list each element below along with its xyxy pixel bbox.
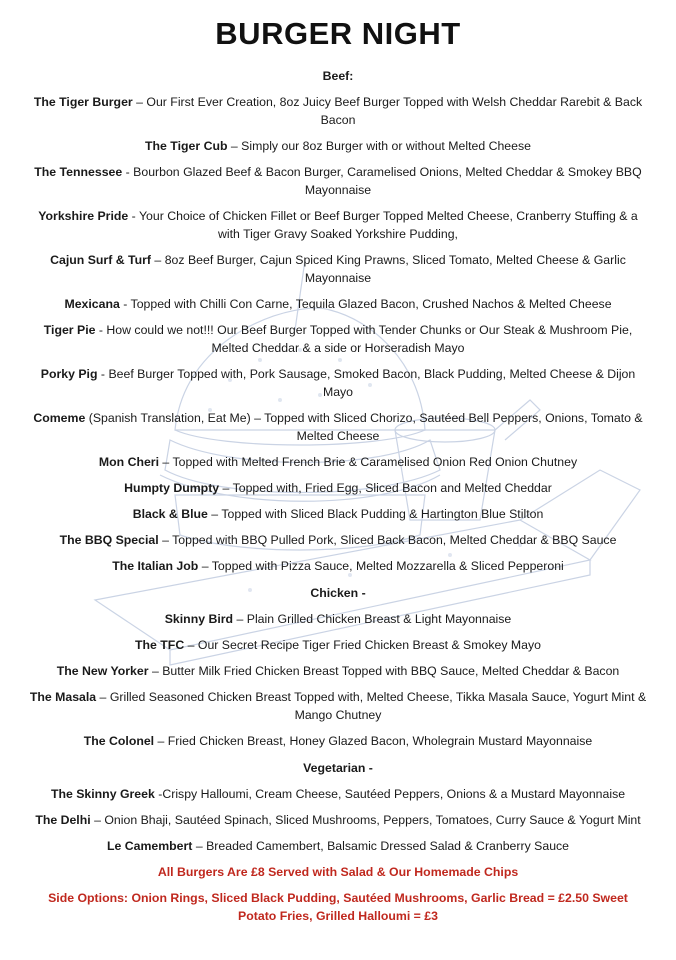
menu-item-separator: -: [95, 323, 107, 337]
menu-item: [20, 203, 656, 247]
section-heading: Beef:: [322, 69, 354, 83]
menu-item: [20, 658, 656, 684]
menu-item: [20, 475, 656, 501]
menu-item: [20, 684, 656, 728]
menu-item: [20, 553, 656, 579]
menu-title: BURGER NIGHT: [215, 16, 461, 51]
menu-item-name: Mexicana: [64, 297, 120, 311]
section-heading: Chicken -: [310, 586, 366, 600]
menu-item-separator: –: [184, 638, 198, 652]
menu-item: [20, 527, 656, 553]
menu-item-description: Bourbon Glazed Beef & Bacon Burger, Caramelised Onions, Melted Cheddar & Smokey BBQ Mayonnaise: [133, 165, 642, 197]
menu-item-separator: (Spanish Translation, Eat Me) –: [85, 411, 265, 425]
menu-item-separator: –: [132, 95, 147, 109]
menu-item-name: The Delhi: [35, 813, 91, 827]
menu-item-description: Onion Bhaji, Sautéed Spinach, Sliced Mushrooms, Peppers, Tomatoes, Curry Sauce & Yogurt Mint: [104, 813, 641, 827]
section-heading: Vegetarian -: [303, 761, 373, 775]
menu-item-name: The TFC: [135, 638, 185, 652]
menu-item-name: The Skinny Greek: [50, 787, 155, 801]
menu-item-description: Our Secret Recipe Tiger Fried Chicken Breast & Smokey Mayo: [197, 638, 541, 652]
menu-item-separator: –: [151, 253, 165, 267]
menu-item-separator: –: [192, 839, 207, 853]
menu-item-description: Topped with BBQ Pulled Pork, Sliced Back Bacon, Melted Cheddar & BBQ Sauce: [172, 533, 617, 547]
menu-item-separator: –: [159, 455, 173, 469]
menu-item-separator: –: [207, 507, 222, 521]
menu-item-name: The Tiger Burger: [33, 95, 133, 109]
menu-item-separator: –: [198, 559, 212, 573]
menu-item-description: How could we not!!! Our Beef Burger Topped with Tender Chunks or Our Steak & Mushroom Pie, Melted Cheddar & a side or Horseradish Mayo: [106, 323, 633, 355]
menu-item: [20, 781, 656, 807]
menu-item: [20, 632, 656, 658]
menu-item-name: Cajun Surf & Turf: [50, 253, 152, 267]
menu-item-description: Breaded Camembert, Balsamic Dressed Salad & Cranberry Sauce: [206, 839, 570, 853]
menu-item-name: Tiger Pie: [43, 323, 96, 337]
menu-item-name: The New Yorker: [56, 664, 149, 678]
menu-item-name: Humpty Dumpty: [124, 481, 220, 495]
menu-item-name: Skinny Bird: [164, 612, 234, 626]
menu-item: [20, 405, 656, 449]
menu-item-separator: –: [227, 139, 242, 153]
menu-item-separator: –: [154, 734, 168, 748]
menu-item-description: Fried Chicken Breast, Honey Glazed Bacon, Wholegrain Mustard Mayonnaise: [167, 734, 593, 748]
menu-item-description: Simply our 8oz Burger with or without Melted Cheese: [241, 139, 531, 153]
menu-item-separator: -: [119, 297, 131, 311]
menu-item-name: Le Camembert: [106, 839, 193, 853]
menu-item: [20, 728, 656, 754]
menu-item-description: Topped with Chilli Con Carne, Tequila Glazed Bacon, Crushed Nachos & Melted Cheese: [130, 297, 612, 311]
menu-item-separator: -: [97, 367, 109, 381]
menu-item-separator: –: [96, 690, 110, 704]
menu-item: [20, 133, 656, 159]
menu-item: [20, 89, 656, 133]
menu-item-separator: –: [148, 664, 163, 678]
menu-item-description: 8oz Beef Burger, Cajun Spiced King Prawns, Sliced Tomato, Melted Cheese & Garlic Mayonnaise: [164, 253, 626, 285]
menu-item-separator: -: [122, 165, 134, 179]
menu-item-description: Topped with, Fried Egg, Sliced Bacon and Melted Cheddar: [232, 481, 552, 495]
menu-notes: [20, 859, 656, 929]
menu-item-name: The Colonel: [83, 734, 155, 748]
menu-item-description: Crispy Halloumi, Cream Cheese, Sautéed Peppers, Onions & a Mustard Mayonnaise: [162, 787, 626, 801]
menu-item-description: Topped with Sliced Chorizo, Sautéed Bell Peppers, Onions, Tomato & Melted Cheese: [264, 411, 643, 443]
menu-item: [20, 833, 656, 859]
menu-item-description: Your Choice of Chicken Fillet or Beef Burger Topped Melted Cheese, Cranberry Stuffing & a with Tiger Gravy Soaked Yorkshire Pudding,: [138, 209, 638, 241]
menu-item-separator: -: [128, 209, 139, 223]
menu-item-name: The BBQ Special: [59, 533, 159, 547]
menu-item: [20, 501, 656, 527]
menu-item-description: Beef Burger Topped with, Pork Sausage, Smoked Bacon, Black Pudding, Melted Cheese & Dijon Mayo: [108, 367, 636, 399]
menu-item: [20, 291, 656, 317]
menu-item-name: Yorkshire Pride: [38, 209, 129, 223]
menu: [20, 0, 656, 929]
menu-item-description: Grilled Seasoned Chicken Breast Topped with, Melted Cheese, Tikka Masala Sauce, Yogurt Mint & Mango Chutney: [109, 690, 647, 722]
menu-item-separator: –: [90, 813, 105, 827]
menu-item-name: Comeme: [33, 411, 86, 425]
menu-item-name: Mon Cheri: [98, 455, 160, 469]
menu-item-description: Our First Ever Creation, 8oz Juicy Beef Burger Topped with Welsh Cheddar Rarebit & Back Bacon: [146, 95, 643, 127]
menu-item: [20, 159, 656, 203]
menu-item-separator: –: [233, 612, 247, 626]
menu-item-name: The Tennessee: [34, 165, 123, 179]
price-note: All Burgers Are £8 Served with Salad & Our Homemade Chips: [157, 865, 519, 879]
menu-item-name: Black & Blue: [132, 507, 208, 521]
menu-item-name: The Italian Job: [112, 559, 199, 573]
menu-item-separator: -: [154, 787, 163, 801]
menu-item-description: Topped with Melted French Brie & Caramelised Onion Red Onion Chutney: [172, 455, 578, 469]
menu-item: [20, 361, 656, 405]
menu-sections: [20, 62, 656, 859]
menu-item-name: Porky Pig: [40, 367, 98, 381]
menu-item: [20, 606, 656, 632]
menu-item-description: Topped with Pizza Sauce, Melted Mozzarella & Sliced Pepperoni: [211, 559, 564, 573]
menu-item: [20, 247, 656, 291]
side-options-note: Side Options: Onion Rings, Sliced Black Pudding, Sautéed Mushrooms, Garlic Bread = £2.50 Sweet Potato Fries, Grilled Halloumi = £3: [48, 891, 628, 923]
menu-item-separator: –: [219, 481, 233, 495]
menu-item-name: The Masala: [29, 690, 97, 704]
menu-item-description: Topped with Sliced Black Pudding & Hartington Blue Stilton: [221, 507, 544, 521]
menu-item-description: Butter Milk Fried Chicken Breast Topped with BBQ Sauce, Melted Cheddar & Bacon: [162, 664, 620, 678]
menu-item-separator: –: [158, 533, 173, 547]
menu-item-name: The Tiger Cub: [145, 139, 228, 153]
menu-item: [20, 317, 656, 361]
menu-item: [20, 449, 656, 475]
menu-item: [20, 807, 656, 833]
menu-item-description: Plain Grilled Chicken Breast & Light Mayonnaise: [246, 612, 512, 626]
